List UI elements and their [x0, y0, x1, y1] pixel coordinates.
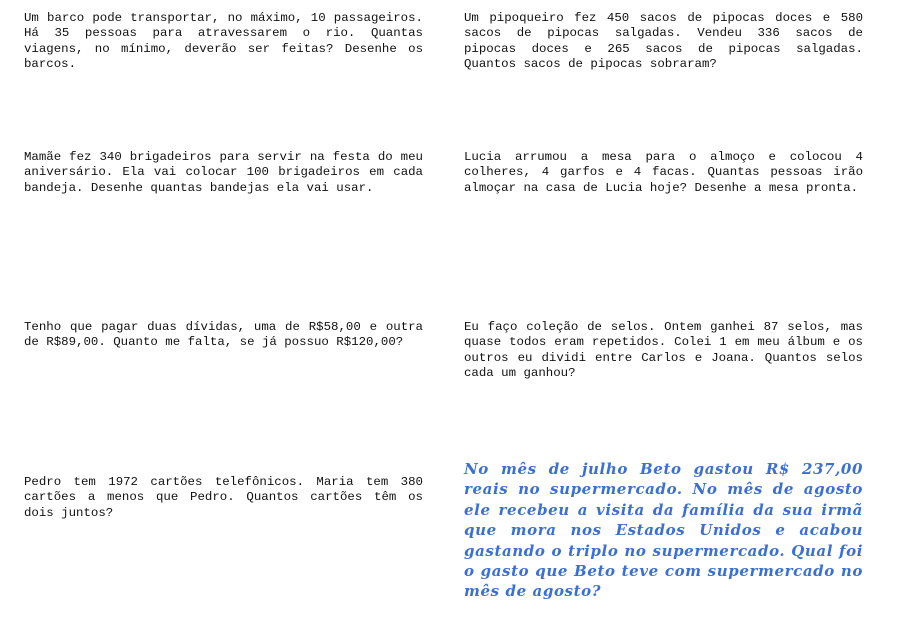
problem-debts: Tenho que pagar duas dívidas, uma de R$58,00 e outra de R$89,00. Quanto me falta, se já possuo R$120,00? — [24, 320, 423, 350]
problem-brigadeiros-trays: Mamãe fez 340 brigadeiros para servir na festa do meu aniversário. Ela vai colocar 100 brigadeiros em cada bandeja. Desenhe quantas bandejas ela vai usar. — [24, 150, 423, 195]
problem-table-setting: Lucia arrumou a mesa para o almoço e colocou 4 colheres, 4 garfos e 4 facas. Quantas pessoas irão almoçar na casa de Lucia hoje? Desenhe a mesa pronta. — [464, 150, 863, 195]
problem-boat-trips: Um barco pode transportar, no máximo, 10 passageiros. Há 35 pessoas para atravessarem o rio. Quantas viagens, no mínimo, deverão ser feitas? Desenhe os barcos. — [24, 11, 423, 72]
problem-popcorn-bags: Um pipoqueiro fez 450 sacos de pipocas doces e 580 sacos de pipocas salgadas. Vendeu 336 sacos de pipocas doces e 265 sacos de pipocas salgadas. Quantos sacos de pipocas sobraram? — [464, 11, 863, 72]
problem-phone-cards: Pedro tem 1972 cartões telefônicos. Maria tem 380 cartões a menos que Pedro. Quantos cartões têm os dois juntos? — [24, 475, 423, 520]
problem-stamp-collection: Eu faço coleção de selos. Ontem ganhei 87 selos, mas quase todos eram repetidos. Colei 1 em meu álbum e os outros eu dividi entre Carlos e Joana. Quantos selos cada um ganhou? — [464, 320, 863, 381]
problem-supermarket-spending: No mês de julho Beto gastou R$ 237,00 reais no supermercado. No mês de agosto ele recebeu a visita da família da sua irmã que mora nos Estados Unidos e acabou gastando o triplo no supermercado. Qual foi o gasto que Beto teve com supermercado no mês de agosto? — [464, 460, 863, 601]
